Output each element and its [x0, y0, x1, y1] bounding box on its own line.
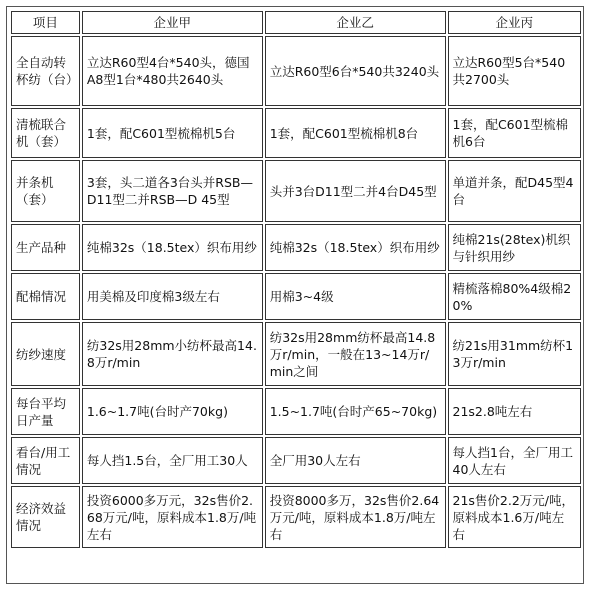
cell-company-c: 单道并条，配D45型4台 — [448, 160, 582, 222]
table-row — [11, 273, 581, 320]
cell-company-b: 1.5~1.7吨(台时产65~70kg) — [265, 388, 446, 435]
cell-company-a: 每人挡1.5台，全厂用工30人 — [82, 437, 263, 484]
cell-company-c: 每人挡1台，全厂用工40人左右 — [448, 437, 582, 484]
table-row — [11, 486, 581, 548]
cell-company-b: 投资8000多万，32s售价2.64万元/吨，原料成本1.8万/吨左右 — [265, 486, 446, 548]
cell-company-a: 1套，配C601型梳棉机5台 — [82, 108, 263, 158]
header-row — [11, 11, 581, 34]
row-label: 纺纱速度 — [11, 322, 80, 386]
row-label: 并条机（套） — [11, 160, 80, 222]
table-row — [11, 160, 581, 222]
row-label: 全自动转杯纺（台） — [11, 36, 80, 106]
cell-company-b: 头并3台D11型二并4台D45型 — [265, 160, 446, 222]
comparison-table-frame — [6, 6, 584, 584]
row-label: 清梳联合机（套） — [11, 108, 80, 158]
cell-company-a: 3套，头二道各3台头并RSB—D11型二并RSB—D 45型 — [82, 160, 263, 222]
cell-company-a: 1.6~1.7吨(台时产70kg) — [82, 388, 263, 435]
cell-company-b: 用棉3~4级 — [265, 273, 446, 320]
cell-company-c: 纯棉21s(28tex)机织与针织用纱 — [448, 224, 582, 271]
cell-company-b: 纯棉32s（18.5tex）织布用纱 — [265, 224, 446, 271]
header-company-c: 企业丙 — [448, 11, 582, 34]
row-label: 配棉情况 — [11, 273, 80, 320]
cell-company-b: 1套，配C601型梳棉机8台 — [265, 108, 446, 158]
row-label: 生产品种 — [11, 224, 80, 271]
table-row — [11, 322, 581, 386]
table-row — [11, 36, 581, 106]
header-item: 项目 — [11, 11, 80, 34]
cell-company-b: 全厂用30人左右 — [265, 437, 446, 484]
cell-company-c: 21s2.8吨左右 — [448, 388, 582, 435]
cell-company-c: 纺21s用31mm纺杯13万r/min — [448, 322, 582, 386]
cell-company-a: 用美棉及印度棉3级左右 — [82, 273, 263, 320]
table-row — [11, 437, 581, 484]
header-company-a: 企业甲 — [82, 11, 263, 34]
cell-company-a: 纯棉32s（18.5tex）织布用纱 — [82, 224, 263, 271]
table-row — [11, 388, 581, 435]
comparison-table — [9, 9, 583, 550]
cell-company-c: 精梳落棉80%4级棉20% — [448, 273, 582, 320]
table-row — [11, 224, 581, 271]
row-label: 每台平均日产量 — [11, 388, 80, 435]
cell-company-a: 纺32s用28mm小纺杯最高14.8万r/min — [82, 322, 263, 386]
header-company-b: 企业乙 — [265, 11, 446, 34]
cell-company-c: 立达R60型5台*540共2700头 — [448, 36, 582, 106]
row-label: 经济效益情况 — [11, 486, 80, 548]
cell-company-b: 立达R60型6台*540共3240头 — [265, 36, 446, 106]
cell-company-b: 纺32s用28mm纺杯最高14.8万r/min，一般在13~14万r/min之间 — [265, 322, 446, 386]
table-row — [11, 108, 581, 158]
cell-company-c: 1套，配C601型梳棉机6台 — [448, 108, 582, 158]
cell-company-c: 21s售价2.2万元/吨，原料成本1.6万/吨左右 — [448, 486, 582, 548]
row-label: 看台/用工情况 — [11, 437, 80, 484]
cell-company-a: 投资6000多万元，32s售价2.68万元/吨，原料成本1.8万/吨左右 — [82, 486, 263, 548]
cell-company-a: 立达R60型4台*540头，德国A8型1台*480共2640头 — [82, 36, 263, 106]
